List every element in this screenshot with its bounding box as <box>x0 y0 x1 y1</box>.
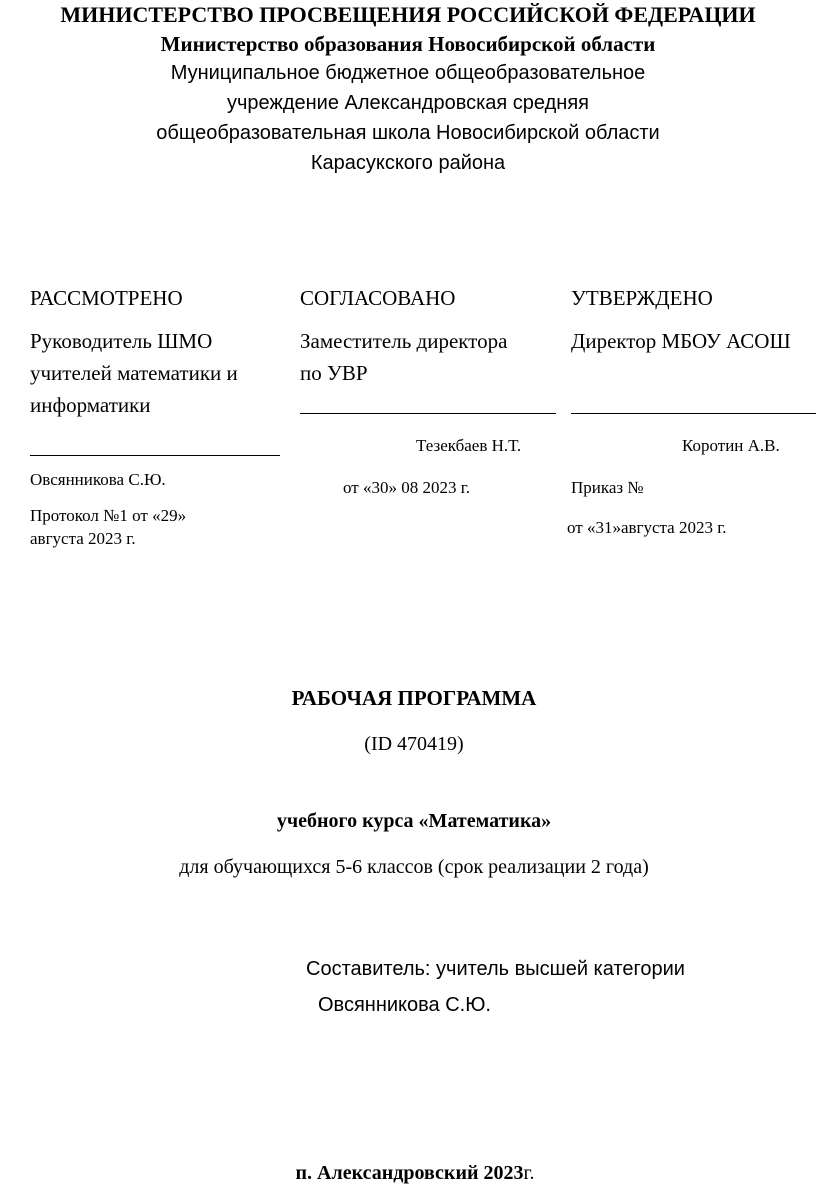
school-name-line1: Муниципальное бюджетное общеобразовательное <box>170 62 646 84</box>
place-year <box>0 1162 816 1185</box>
agreed-heading: СОГЛАСОВАНО <box>300 286 456 310</box>
school-name-line3: общеобразовательная школа Новосибирской области <box>156 122 660 144</box>
approved-order: Приказ № <box>571 478 644 497</box>
place-year-bold: п. Александровский 2023 <box>295 1162 524 1184</box>
reviewed-protocol-line2: августа 2023 г. <box>30 529 136 548</box>
author-name: Овсянникова С.Ю. <box>318 994 491 1016</box>
approved-name: Коротин А.В. <box>682 436 780 455</box>
program-id: (ID 470419) <box>364 733 464 755</box>
course-title: учебного курса «Математика» <box>276 810 552 832</box>
place-year-suffix: г. <box>523 1162 535 1184</box>
ministry-regional: Министерство образования Новосибирской области <box>160 32 656 56</box>
approved-date: от «31»августа 2023 г. <box>567 518 727 537</box>
school-name-line4: Карасукского района <box>310 152 506 174</box>
agreed-name: Тезекбаев Н.Т. <box>416 436 522 455</box>
program-audience: для обучающихся 5-6 классов (срок реализации 2 года) <box>179 856 649 878</box>
agreed-role-line1: Заместитель директора <box>300 329 508 353</box>
reviewed-role-line1: Руководитель ШМО <box>30 329 213 353</box>
ministry-federal: МИНИСТЕРСТВО ПРОСВЕЩЕНИЯ РОССИЙСКОЙ ФЕДЕРАЦИИ <box>60 2 756 27</box>
agreed-date: от «30» 08 2023 г. <box>343 478 471 497</box>
approved-role-line1: Директор МБОУ АСОШ <box>571 329 791 353</box>
reviewed-name: Овсянникова С.Ю. <box>30 470 166 489</box>
reviewed-role-line3: информатики <box>30 393 151 417</box>
agreed-signature-line <box>300 413 556 414</box>
approved-signature-line <box>571 413 816 414</box>
agreed-role-line2: по УВР <box>300 361 368 385</box>
school-name-line2: учреждение Александровская средняя <box>227 92 589 114</box>
author-line1: Составитель: учитель высшей категории <box>306 958 685 980</box>
program-title: РАБОЧАЯ ПРОГРАММА <box>291 686 537 710</box>
reviewed-role-line2: учителей математики и <box>30 361 238 385</box>
approved-heading: УТВЕРЖДЕНО <box>571 286 713 310</box>
reviewed-heading: РАССМОТРЕНО <box>30 286 183 310</box>
reviewed-protocol-line1: Протокол №1 от «29» <box>30 506 187 525</box>
reviewed-signature-line <box>30 455 280 456</box>
